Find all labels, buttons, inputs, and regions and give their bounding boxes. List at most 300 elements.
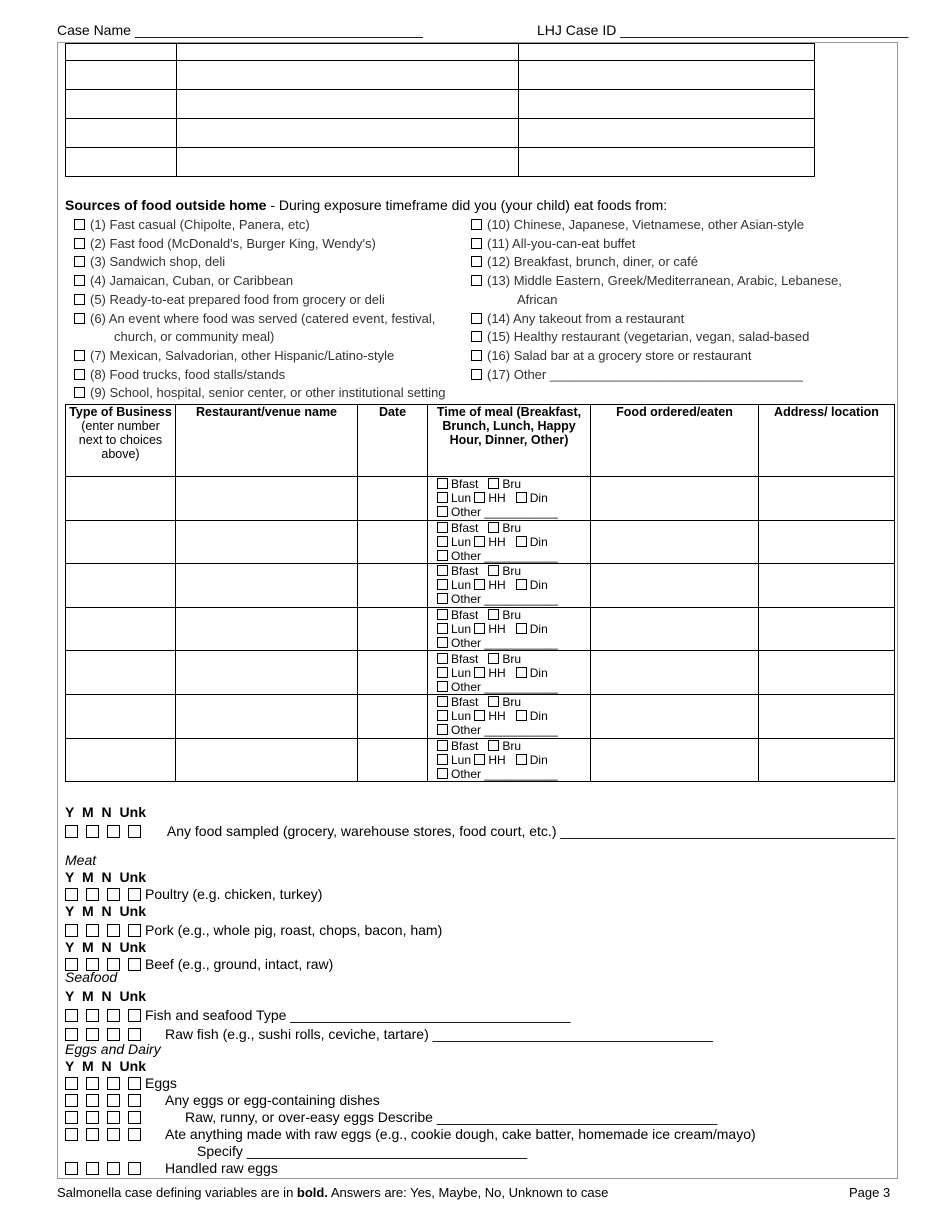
m-checkbox[interactable] <box>86 1111 99 1124</box>
meal-line-1 <box>437 608 590 622</box>
table-cell[interactable] <box>519 61 815 90</box>
address-cell[interactable] <box>759 694 895 738</box>
source-option-14 <box>471 310 842 329</box>
unk-checkbox[interactable] <box>128 1111 141 1124</box>
address-cell[interactable] <box>759 607 895 651</box>
source-option-label: (3) Sandwich shop, deli <box>90 254 226 270</box>
address-cell[interactable] <box>759 520 895 564</box>
bru-checkbox[interactable] <box>488 478 499 489</box>
meal-line-2 <box>437 622 590 636</box>
lhj-case-id-field <box>537 22 908 38</box>
meal-line-3 <box>437 723 590 737</box>
y-checkbox[interactable] <box>65 1111 78 1124</box>
pork-label: Pork (e.g., whole pig, roast, chops, bacon, ham) <box>145 922 443 938</box>
meal-label-other: Other ___________ <box>451 592 558 607</box>
other-checkbox[interactable] <box>437 550 448 561</box>
meal-line-2 <box>437 666 590 680</box>
y-checkbox[interactable] <box>65 888 78 901</box>
table-cell[interactable] <box>519 90 815 119</box>
footer-note <box>57 1185 608 1200</box>
meal-label-other: Other ___________ <box>451 548 558 563</box>
lhj-case-id-line[interactable]: _____________________________________ <box>620 22 909 38</box>
din-checkbox[interactable] <box>516 492 527 503</box>
lun-checkbox[interactable] <box>437 492 448 503</box>
table-cell[interactable] <box>177 90 519 119</box>
meal-label-hh: HH <box>488 578 506 593</box>
meal-time-cell <box>428 694 591 738</box>
date-cell[interactable] <box>358 564 428 608</box>
date-cell[interactable] <box>358 477 428 521</box>
table-cell[interactable] <box>66 90 177 119</box>
m-checkbox[interactable] <box>86 1162 99 1175</box>
bru-checkbox[interactable] <box>488 653 499 664</box>
food-cell[interactable] <box>591 520 759 564</box>
hh-checkbox[interactable] <box>474 754 485 765</box>
source-16-checkbox[interactable] <box>471 350 482 361</box>
type-header-bold: Type of Business <box>69 405 172 419</box>
source-2-checkbox[interactable] <box>74 238 85 249</box>
unk-checkbox[interactable] <box>128 1094 141 1107</box>
hh-checkbox[interactable] <box>474 579 485 590</box>
venue-cell[interactable] <box>176 738 358 782</box>
meal-line-3 <box>437 680 590 694</box>
meal-label-bfast: Bfast <box>451 651 479 666</box>
meal-time-cell <box>428 738 591 782</box>
source-option-label: (10) Chinese, Japanese, Vietnamese, other Asian-style <box>487 217 804 232</box>
unk-checkbox[interactable] <box>128 1028 141 1041</box>
restaurant-row <box>66 738 895 782</box>
source-17-checkbox[interactable] <box>471 369 482 380</box>
any-eggs-label: Any eggs or egg-containing dishes <box>165 1092 380 1108</box>
meal-label-hh: HH <box>488 622 506 637</box>
venue-cell[interactable] <box>176 564 358 608</box>
source-option-8 <box>74 366 446 385</box>
n-checkbox[interactable] <box>107 1028 120 1041</box>
date-cell[interactable] <box>358 607 428 651</box>
other-checkbox[interactable] <box>437 637 448 648</box>
y-checkbox[interactable] <box>65 1162 78 1175</box>
raw-eggs-made-row <box>65 1126 756 1143</box>
meal-time-cell <box>428 520 591 564</box>
meal-line-3 <box>437 636 590 650</box>
meal-label-bru: Bru <box>502 520 522 535</box>
meal-line-1 <box>437 739 590 753</box>
food-sampled-label: Any food sampled (grocery, warehouse stores, food court, etc.) ___________________________________________ <box>166 823 896 839</box>
meal-label-lun: Lun <box>451 491 472 506</box>
table-cell[interactable] <box>177 61 519 90</box>
table-cell[interactable] <box>177 119 519 148</box>
other-checkbox[interactable] <box>437 593 448 604</box>
type-cell[interactable] <box>66 738 176 782</box>
table-cell[interactable] <box>66 119 177 148</box>
meal-label-din: Din <box>529 752 548 767</box>
din-checkbox[interactable] <box>516 667 527 678</box>
n-checkbox[interactable] <box>107 1128 120 1141</box>
source-option-label: (15) Healthy restaurant (vegetarian, vegan, salad-based <box>487 329 810 345</box>
meal-label-bru: Bru <box>502 564 522 579</box>
meal-label-hh: HH <box>488 534 506 549</box>
source-option-label: (11) All-you-can-eat buffet <box>487 235 636 251</box>
din-checkbox[interactable] <box>516 623 527 634</box>
unk-checkbox[interactable] <box>128 1009 141 1022</box>
poultry-label: Poultry (e.g. chicken, turkey) <box>145 886 323 902</box>
col-address-header: Address/ location <box>759 405 895 477</box>
din-checkbox[interactable] <box>516 536 527 547</box>
ymnu-header: Y M N Unk <box>65 903 146 919</box>
venue-cell[interactable] <box>176 651 358 695</box>
date-cell[interactable] <box>358 520 428 564</box>
source-option-label: (16) Salad bar at a grocery store or restaurant <box>487 347 752 363</box>
sources-title <box>65 197 667 213</box>
restaurant-table-header <box>66 405 895 477</box>
unk-checkbox[interactable] <box>128 825 141 838</box>
n-checkbox[interactable] <box>107 1077 120 1090</box>
source-option-4 <box>74 272 446 291</box>
type-cell[interactable] <box>66 477 176 521</box>
meal-label-hh: HH <box>488 491 506 506</box>
bfast-checkbox[interactable] <box>437 653 448 664</box>
meal-label-bru: Bru <box>502 651 522 666</box>
source-option-label: (7) Mexican, Salvadorian, other Hispanic/Latino-style <box>90 347 395 363</box>
source-option-11 <box>471 235 842 254</box>
source-option-12 <box>471 253 842 272</box>
bru-checkbox[interactable] <box>488 740 499 751</box>
table-cell[interactable] <box>177 148 519 177</box>
col-type-header <box>66 405 176 477</box>
meal-line-2 <box>437 578 590 592</box>
source-8-checkbox[interactable] <box>74 369 85 380</box>
m-checkbox[interactable] <box>86 1094 99 1107</box>
type-cell[interactable] <box>66 694 176 738</box>
sources-title-rest: - During exposure timeframe did you (your child) eat foods from: <box>266 197 668 213</box>
restaurant-row <box>66 651 895 695</box>
source-option-label: (13) Middle Eastern, Greek/Mediterranean, Arabic, Lebanese, <box>487 273 842 289</box>
sources-right-list <box>471 216 842 384</box>
food-cell[interactable] <box>591 477 759 521</box>
m-checkbox[interactable] <box>86 1009 99 1022</box>
y-checkbox[interactable] <box>65 1077 78 1090</box>
lun-checkbox[interactable] <box>437 667 448 678</box>
source-option-15 <box>471 328 842 347</box>
meal-label-bfast: Bfast <box>451 477 479 492</box>
n-checkbox[interactable] <box>107 1162 120 1175</box>
ymnu-header: Y M N Unk <box>65 1058 146 1074</box>
source-option-5 <box>74 291 446 310</box>
type-cell[interactable] <box>66 651 176 695</box>
other-checkbox[interactable] <box>437 724 448 735</box>
n-checkbox[interactable] <box>107 1111 120 1124</box>
meal-label-lun: Lun <box>451 752 472 767</box>
poultry-row <box>65 886 442 903</box>
meat-section <box>65 852 442 973</box>
eggs-section <box>65 1041 756 1177</box>
seafood-heading: Seafood <box>65 969 118 985</box>
source-13-checkbox[interactable] <box>471 275 482 286</box>
unk-checkbox[interactable] <box>128 924 141 937</box>
type-cell[interactable] <box>66 564 176 608</box>
meal-label-din: Din <box>529 709 548 724</box>
table-cell[interactable] <box>519 44 815 61</box>
raw-runny-label: Raw, runny, or over-easy eggs Describe ____________________________________ <box>185 1109 718 1125</box>
table-cell[interactable] <box>66 61 177 90</box>
restaurant-row <box>66 607 895 651</box>
restaurant-row <box>66 564 895 608</box>
bfast-checkbox[interactable] <box>437 565 448 576</box>
y-checkbox[interactable] <box>65 825 78 838</box>
meal-line-1 <box>437 695 590 709</box>
address-cell[interactable] <box>759 564 895 608</box>
meal-label-din: Din <box>529 491 548 506</box>
source-15-checkbox[interactable] <box>471 331 482 342</box>
bru-checkbox[interactable] <box>488 565 499 576</box>
m-checkbox[interactable] <box>86 1028 99 1041</box>
meal-time-cell <box>428 477 591 521</box>
meal-label-bru: Bru <box>502 695 522 710</box>
venue-cell[interactable] <box>176 694 358 738</box>
type-header-rest: (enter number next to choices above) <box>78 419 163 461</box>
case-name-label: Case Name <box>57 22 131 38</box>
meal-label-lun: Lun <box>451 578 472 593</box>
specify-line[interactable]: Specify ____________________________________ <box>197 1143 528 1159</box>
meal-line-3 <box>437 592 590 606</box>
table-cell[interactable] <box>66 148 177 177</box>
source-10-checkbox[interactable] <box>471 219 482 230</box>
meal-label-other: Other ___________ <box>451 636 558 651</box>
source-12-checkbox[interactable] <box>471 256 482 267</box>
m-checkbox[interactable] <box>86 1128 99 1141</box>
beef-label: Beef (e.g., ground, intact, raw) <box>145 956 334 972</box>
venue-cell[interactable] <box>176 520 358 564</box>
address-cell[interactable] <box>759 477 895 521</box>
restaurant-row <box>66 477 895 521</box>
date-cell[interactable] <box>358 738 428 782</box>
meal-label-bfast: Bfast <box>451 738 479 753</box>
meal-label-bfast: Bfast <box>451 520 479 535</box>
y-checkbox[interactable] <box>65 1094 78 1107</box>
source-option-label: (6) An event where food was served (catered event, festival, <box>90 310 436 326</box>
date-cell[interactable] <box>358 694 428 738</box>
hh-checkbox[interactable] <box>474 667 485 678</box>
source-option-label: (8) Food trucks, food stalls/stands <box>90 366 286 382</box>
lun-checkbox[interactable] <box>437 579 448 590</box>
ymnu-header: Y M N Unk <box>65 869 146 885</box>
handled-row <box>65 1160 756 1177</box>
source-5-checkbox[interactable] <box>74 294 85 305</box>
m-checkbox[interactable] <box>86 924 99 937</box>
source-option-13-cont: African <box>517 291 558 307</box>
table-cell[interactable] <box>519 119 815 148</box>
other-checkbox[interactable] <box>437 768 448 779</box>
restaurant-row <box>66 520 895 564</box>
raw-runny-row <box>65 1109 756 1126</box>
m-checkbox[interactable] <box>86 888 99 901</box>
meal-line-3 <box>437 767 590 781</box>
source-1-checkbox[interactable] <box>74 219 85 230</box>
source-option-9 <box>74 384 446 403</box>
meal-label-bru: Bru <box>502 608 522 623</box>
source-option-1 <box>74 216 446 235</box>
col-date-header: Date <box>358 405 428 477</box>
source-3-checkbox[interactable] <box>74 256 85 267</box>
meal-label-other: Other ___________ <box>451 766 558 781</box>
meal-line-1 <box>437 477 590 491</box>
food-cell[interactable] <box>591 564 759 608</box>
meal-line-2 <box>437 709 590 723</box>
source-option-13 <box>471 272 842 291</box>
meal-line-2 <box>437 753 590 767</box>
ymnu-header: Y M N Unk <box>65 939 146 955</box>
unk-checkbox[interactable] <box>128 888 141 901</box>
meal-label-lun: Lun <box>451 665 472 680</box>
table-cell[interactable] <box>519 148 815 177</box>
source-4-checkbox[interactable] <box>74 275 85 286</box>
n-checkbox[interactable] <box>107 1094 120 1107</box>
lun-checkbox[interactable] <box>437 710 448 721</box>
source-option-17 <box>471 366 842 385</box>
source-option-label: (4) Jamaican, Cuban, or Caribbean <box>90 273 294 289</box>
eggs-label: Eggs <box>145 1075 177 1091</box>
fish-row <box>65 1007 713 1024</box>
bfast-checkbox[interactable] <box>437 696 448 707</box>
n-checkbox[interactable] <box>107 924 120 937</box>
source-9-checkbox[interactable] <box>74 387 85 398</box>
food-cell[interactable] <box>591 738 759 782</box>
lun-checkbox[interactable] <box>437 754 448 765</box>
hh-checkbox[interactable] <box>474 710 485 721</box>
lhj-case-id-label: LHJ Case ID <box>537 22 617 38</box>
meal-label-din: Din <box>529 534 548 549</box>
unk-checkbox[interactable] <box>128 1162 141 1175</box>
restaurant-table <box>65 404 895 782</box>
source-option-3 <box>74 253 446 272</box>
col-time-header: Time of meal (Breakfast, Brunch, Lunch, Happy Hour, Dinner, Other) <box>428 405 591 477</box>
sources-left-list <box>74 216 446 403</box>
source-option-label: (9) School, hospital, senior center, or other institutional setting <box>90 385 446 401</box>
bru-checkbox[interactable] <box>488 522 499 533</box>
hh-checkbox[interactable] <box>474 623 485 634</box>
source-option-6-cont: church, or community meal) <box>114 329 275 345</box>
meal-label-other: Other ___________ <box>451 723 558 738</box>
case-name-line[interactable]: _____________________________________ <box>134 22 423 38</box>
n-checkbox[interactable] <box>107 1009 120 1022</box>
food-cell[interactable] <box>591 607 759 651</box>
hh-checkbox[interactable] <box>474 492 485 503</box>
other-checkbox[interactable] <box>437 681 448 692</box>
m-checkbox[interactable] <box>86 1077 99 1090</box>
address-cell[interactable] <box>759 651 895 695</box>
restaurant-row <box>66 694 895 738</box>
eggs-row <box>65 1075 756 1092</box>
bfast-checkbox[interactable] <box>437 609 448 620</box>
col-venue-header: Restaurant/venue name <box>176 405 358 477</box>
ymnu-header: Y M N Unk <box>65 988 146 1004</box>
lun-checkbox[interactable] <box>437 536 448 547</box>
address-cell[interactable] <box>759 738 895 782</box>
bfast-checkbox[interactable] <box>437 478 448 489</box>
meal-label-hh: HH <box>488 665 506 680</box>
other-checkbox[interactable] <box>437 506 448 517</box>
bfast-checkbox[interactable] <box>437 522 448 533</box>
meal-line-1 <box>437 521 590 535</box>
seafood-section <box>65 969 713 1043</box>
raw-fish-label: Raw fish (e.g., sushi rolls, ceviche, tartare) ____________________________________ <box>165 1026 713 1042</box>
any-eggs-row <box>65 1092 756 1109</box>
col-food-header: Food ordered/eaten <box>591 405 759 477</box>
eggs-heading: Eggs and Dairy <box>65 1041 161 1057</box>
footer-text-post: Answers are: Yes, Maybe, No, Unknown to case <box>327 1185 609 1200</box>
food-cell[interactable] <box>591 694 759 738</box>
unk-checkbox[interactable] <box>128 1128 141 1141</box>
venue-cell[interactable] <box>176 477 358 521</box>
handled-label: Handled raw eggs <box>165 1160 278 1176</box>
food-sampled-section <box>65 804 895 839</box>
type-cell[interactable] <box>66 607 176 651</box>
bfast-checkbox[interactable] <box>437 740 448 751</box>
meal-label-din: Din <box>529 578 548 593</box>
source-option-2 <box>74 235 446 254</box>
lun-checkbox[interactable] <box>437 623 448 634</box>
m-checkbox[interactable] <box>86 825 99 838</box>
fish-label: Fish and seafood Type ____________________________________ <box>145 1007 571 1023</box>
meal-time-cell <box>428 651 591 695</box>
din-checkbox[interactable] <box>516 579 527 590</box>
bru-checkbox[interactable] <box>488 609 499 620</box>
hh-checkbox[interactable] <box>474 536 485 547</box>
bru-checkbox[interactable] <box>488 696 499 707</box>
type-cell[interactable] <box>66 520 176 564</box>
n-checkbox[interactable] <box>107 888 120 901</box>
case-name-field <box>57 22 423 38</box>
meal-label-hh: HH <box>488 709 506 724</box>
meal-label-other: Other ___________ <box>451 679 558 694</box>
meal-line-1 <box>437 652 590 666</box>
y-checkbox[interactable] <box>65 1009 78 1022</box>
source-6-checkbox[interactable] <box>74 313 85 324</box>
source-7-checkbox[interactable] <box>74 350 85 361</box>
meal-label-din: Din <box>529 622 548 637</box>
meal-label-din: Din <box>529 665 548 680</box>
din-checkbox[interactable] <box>516 754 527 765</box>
footer-text-pre: Salmonella case defining variables are in <box>57 1185 297 1200</box>
y-checkbox[interactable] <box>65 924 78 937</box>
meat-heading: Meat <box>65 852 97 868</box>
source-option-7 <box>74 347 446 366</box>
source-option-label: (12) Breakfast, brunch, diner, or café <box>487 254 698 270</box>
meal-label-lun: Lun <box>451 622 472 637</box>
source-14-checkbox[interactable] <box>471 313 482 324</box>
n-checkbox[interactable] <box>107 825 120 838</box>
y-checkbox[interactable] <box>65 1128 78 1141</box>
meal-time-cell <box>428 564 591 608</box>
din-checkbox[interactable] <box>516 710 527 721</box>
footer-text-bold: bold. <box>296 1185 328 1200</box>
table-cell[interactable] <box>177 44 519 61</box>
food-cell[interactable] <box>591 651 759 695</box>
source-option-10 <box>471 216 842 235</box>
raw-eggs-made-label: Ate anything made with raw eggs (e.g., cookie dough, cake batter, homemade ice cream/mayo) <box>165 1126 756 1142</box>
meal-line-2 <box>437 491 590 505</box>
continued-table <box>65 43 815 177</box>
y-checkbox[interactable] <box>65 1028 78 1041</box>
table-cell[interactable] <box>66 44 177 61</box>
source-11-checkbox[interactable] <box>471 238 482 249</box>
date-cell[interactable] <box>358 651 428 695</box>
meal-label-bru: Bru <box>502 477 522 492</box>
venue-cell[interactable] <box>176 607 358 651</box>
meal-label-other: Other ___________ <box>451 505 558 520</box>
source-option-label: (1) Fast casual (Chipolte, Panera, etc) <box>90 217 310 232</box>
unk-checkbox[interactable] <box>128 1077 141 1090</box>
